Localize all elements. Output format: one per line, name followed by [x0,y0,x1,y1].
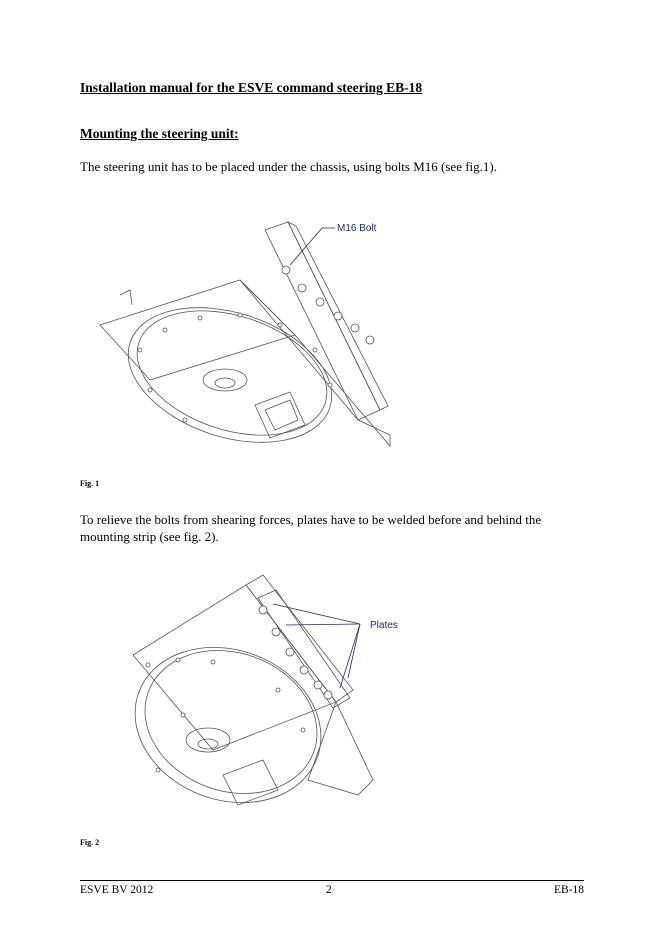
figure-1-caption: Fig. 1 [80,479,100,488]
mounting-rail [265,222,380,420]
frame-bracket [120,290,132,305]
document-title: Installation manual for the ESVE command steering EB-18 [80,80,423,95]
m16-bolt-leader [290,228,335,265]
bolt [259,606,267,614]
m16-bolt-label: M16 Bolt [337,223,377,234]
chassis-frame-top [100,280,295,380]
steering-disk-rim [121,289,343,455]
hole [176,658,180,662]
figure-1-steering-unit-drawing [90,210,430,455]
plates-leader [348,624,360,678]
bolt [316,298,324,306]
bolt-row [282,266,374,344]
hole [183,418,187,422]
plates-leaders [273,604,360,688]
plates-leader [340,624,360,688]
hole [276,688,280,692]
paragraph-mounting-bolts: The steering unit has to be placed under the chassis, using bolts M16 (see fig.1). [80,159,497,174]
plates-label: Plates [370,620,398,631]
lower-mechanism [223,760,278,805]
footer-product-code: EB-18 [553,884,584,896]
bolt [324,691,332,699]
bolt [366,336,374,344]
lower-mechanism-inner [265,400,298,430]
plates-leader [273,604,360,624]
section-heading: Mounting the steering unit: [80,126,239,141]
hole [146,663,150,667]
disk-holes [146,658,305,772]
hub-center [215,378,235,388]
mounting-rail [246,575,353,702]
bolt [334,312,342,320]
steering-disk-rim [128,627,337,817]
paragraph-plates: To relieve the bolts from shearing forces, plates have to be welded before and behind the mounting strip (see fig. 2). [80,512,542,544]
bolt [298,284,306,292]
hole [138,348,142,352]
hole [156,768,160,772]
hole [198,316,202,320]
hole [238,313,242,317]
hole [328,383,332,387]
bolt [300,666,308,674]
figure-2-steering-unit-drawing [128,570,408,820]
bolt [282,266,290,274]
bolt [272,628,280,636]
plates-leader [286,624,360,625]
hole [313,348,317,352]
figure-2-caption: Fig. 2 [80,838,100,847]
lower-mechanism [255,392,305,438]
disk-holes [138,313,332,422]
hole [181,713,185,717]
bolt [314,681,322,689]
footer-company: ESVE BV 2012 [80,884,154,896]
bolt [351,324,359,332]
hole [301,728,305,732]
footer-page-number: 2 [326,884,332,896]
hole [148,388,152,392]
hub [186,728,230,752]
footer-divider [80,880,584,881]
hole [278,323,282,327]
hole [163,328,167,332]
hole [211,660,215,664]
bolt [286,648,294,656]
